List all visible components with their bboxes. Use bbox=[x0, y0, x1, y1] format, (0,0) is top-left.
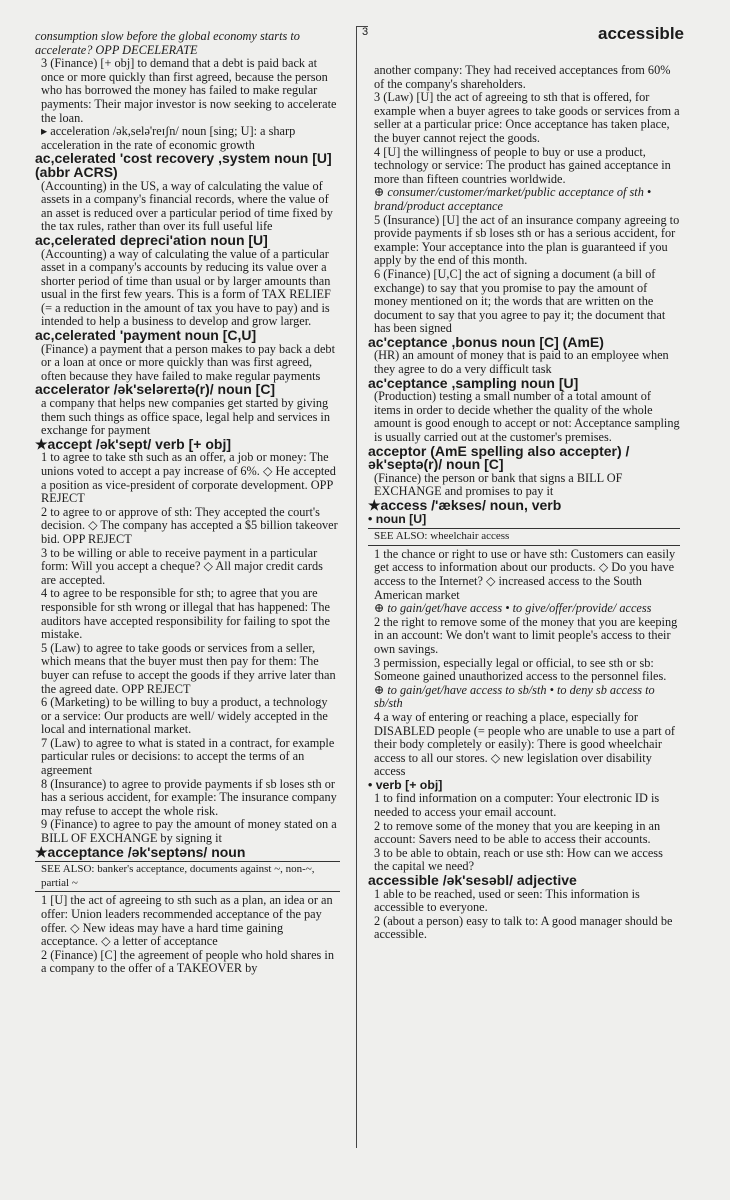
collocations: ⊕ consumer/customer/market/public acceptance of sth • brand/product acceptance bbox=[374, 185, 652, 213]
definition: (HR) an amount of money that is paid to an employee when they agree to do a very difficult task bbox=[374, 348, 669, 377]
text-line: another company: They had received acceptances from 60% of the company's shareholders. bbox=[374, 63, 671, 91]
definition: (Finance) a payment that a person makes to pay back a debt or a loan at once or more quickly than was first agreed, often because they have failed to make regular payments bbox=[41, 341, 335, 383]
derived-form: ▸ acceleration /ək,selə'reɪʃn/ noun [sing; U]: a sharp acceleration in the rate of economic growth bbox=[41, 124, 296, 152]
sense: 4 to agree to be responsible for sth; to agree that you are responsible for sth wrong or illegal that has happened: The auditors have accepted responsibility for failing to spot the mistake. bbox=[41, 586, 331, 642]
sense: 3 (Finance) [+ obj] to demand that a debt is paid back at once or more quickly than first agreed, because the person who has borrowed the money has failed to make regular payments: Their major investor is now seeking to accelerate the loan. bbox=[41, 56, 337, 125]
headword: ac'ceptance ,sampling noun [U] bbox=[368, 374, 579, 391]
sense: 1 the chance or right to use or have sth: Customers can easily get access to information about our products. ◇ Do you have access to the Internet? ◇ increased access to the South American market bbox=[374, 546, 676, 602]
sense: 2 to agree to or approve of sth: They accepted the court's decision. ◇ The company has accepted a $5 billion takeover bid. OPP REJECT bbox=[41, 504, 338, 546]
headword: ★accept /ək'sept/ verb [+ obj] bbox=[35, 435, 231, 452]
see-also: SEE ALSO: banker's acceptance, documents against ~, non-~, partial ~ bbox=[35, 861, 340, 892]
headword: ac,celerated 'cost recovery ,system noun [U] (abbr ACRS) bbox=[35, 150, 332, 180]
right-column bbox=[368, 64, 680, 942]
collocations: ⊕ to gain/get/have access to sb/sth • to deny sb access to sb/sth bbox=[374, 682, 655, 711]
headword: ac,celerated depreci'ation noun [U] bbox=[35, 231, 268, 248]
headword: ★access /'ækses/ noun, verb bbox=[368, 497, 562, 513]
sense: 2 (about a person) easy to talk to: A good manager should be accessible. bbox=[374, 913, 673, 942]
sense: 9 (Finance) to agree to pay the amount of money stated on a BILL OF EXCHANGE by signing it bbox=[41, 817, 337, 846]
headword: ★acceptance /ək'septəns/ noun bbox=[35, 843, 246, 860]
headword: ac,celerated 'payment noun [C,U] bbox=[35, 327, 257, 344]
headword: ac'ceptance ,bonus noun [C] (AmE) bbox=[368, 333, 604, 350]
part-of-speech: • verb [+ obj] bbox=[368, 777, 443, 792]
sense: 1 [U] the act of agreeing to sth such as a plan, an idea or an offer: Union leaders recommended acceptance of the pay offer. ◇ New ideas may have a hard time gaining acceptance. ◇ a letter of acceptance bbox=[41, 893, 333, 949]
running-head: accessible bbox=[597, 24, 684, 43]
sense: 2 to remove some of the money that you are keeping in an account: Savers need to be able to access their accounts. bbox=[374, 818, 661, 847]
headword: accessible /ək'sesəbl/ adjective bbox=[368, 872, 577, 889]
part-of-speech: • noun [U] bbox=[368, 511, 427, 526]
sense: 1 to agree to take sth such as an offer, a job or money: The unions voted to accept a pay increase of 6%. ◇ He accepted a position as vice-president of corporate development. OPP REJECT bbox=[41, 450, 336, 506]
definition: (Finance) the person or bank that signs a BILL OF EXCHANGE and promises to pay it bbox=[374, 470, 623, 499]
sense: 1 able to be reached, used or seen: This information is accessible to everyone. bbox=[374, 886, 640, 915]
page-number: 3 bbox=[362, 26, 369, 38]
text-line: consumption slow before the global economy starts to accelerate? OPP DECELERATE bbox=[35, 29, 300, 57]
sense: 3 to be willing or able to receive payment in a particular form: Will you accept a cheque? ◇ All major credit cards are accepted. bbox=[41, 545, 323, 587]
sense: 7 (Law) to agree to what is stated in a contract, for example particular rules or decisions: to accept the terms of an agreement bbox=[41, 735, 335, 778]
definition: (Production) testing a small number of a total amount of items in order to decide whether the quality of the whole amount is good enough to accept or not: Acceptance sampling is usually carried out at the customer's premises. bbox=[374, 389, 680, 445]
sense: 3 to be able to obtain, reach or use sth: How can we access the capital we need? bbox=[374, 845, 663, 874]
collocations: ⊕ to gain/get/have access • to give/offer/provide/ access bbox=[374, 601, 652, 616]
left-column bbox=[35, 30, 340, 976]
sense: 3 (Law) [U] the act of agreeing to sth that is offered, for example when a buyer agrees to take goods or services from a seller at a particular price: Once acceptance has taken place, the buyer cannot reject the goods. bbox=[374, 90, 680, 145]
column-divider bbox=[356, 26, 357, 1148]
sense: 5 (Law) to agree to take goods or services from a seller, which means that the buyer must then pay for them: The buyer can refuse to accept the goods if they arrive later than the agreed date. OPP REJECT bbox=[41, 640, 336, 696]
sense: 1 to find information on a computer: Your electronic ID is needed to access your email account. bbox=[374, 791, 660, 820]
sense: 5 (Insurance) [U] the act of an insurance company agreeing to provide payments if sb loses sth or has a serious accident, for example: Your acceptance into the plan is guaranteed if you apply by the end of this month. bbox=[374, 212, 680, 268]
definition: (Accounting) a way of calculating the value of a particular asset in a company's accounts by reducing its value over a shorter period of time than usual or by larger amounts than usual in the first few years. This is a form of TAX RELIEF (= a reduction in the amount of tax you have to pay) and is intended to help a business to develop and grow larger. bbox=[41, 246, 331, 329]
definition: a company that helps new companies get started by giving them such things as office space, legal help and services in exchange for payment bbox=[41, 396, 331, 438]
sense: 4 [U] the willingness of people to buy or use a product, technology or service: The product has gained acceptance in more than fifteen countries worldwide. bbox=[374, 144, 671, 186]
sense: 4 a way of entering or reaching a place, especially for DISABLED people (= people who are unable to use a part of their body completely or easily): There is good wheelchair access to all our stores. ◇ new legislation over disability access bbox=[374, 709, 675, 779]
sense: 8 (Insurance) to agree to provide payments if sb loses sth or has a serious accident, for example: The insurance company may refuse to accept the whole risk. bbox=[41, 776, 337, 818]
sense: 6 (Finance) [U,C] the act of signing a document (a bill of exchange) to say that you promise to pay the amount of money mentioned on it; the words that are written on the document to say that you agree to pay it; the document that has been signed bbox=[374, 266, 666, 336]
sense: 3 permission, especially legal or official, to see sth or sb: Someone gained unauthorized access to the personnel files. bbox=[374, 655, 667, 684]
definition: (Accounting) in the US, a way of calculating the value of assets in a company's financial records, where the value of an asset is reduced over a particular period of time fixed by the tax rules, rather than over its full useful life bbox=[41, 178, 333, 234]
sense: 6 (Marketing) to be willing to buy a product, a technology or a service: Our products are well/ widely accepted in the local and international market. bbox=[41, 695, 328, 737]
sense: 2 the right to remove some of the money that you are keeping in an account: We don't want to limit people's access to their own savings. bbox=[374, 614, 678, 656]
headword: acceptor (AmE spelling also accepter) /ək'septə(r)/ noun [C] bbox=[368, 442, 630, 473]
see-also: SEE ALSO: wheelchair access bbox=[368, 528, 680, 546]
headword: accelerator /ək'seləreɪtə(r)/ noun [C] bbox=[35, 381, 276, 398]
sense: 2 (Finance) [C] the agreement of people who hold shares in a company to the offer of a TAKEOVER by bbox=[41, 947, 334, 976]
